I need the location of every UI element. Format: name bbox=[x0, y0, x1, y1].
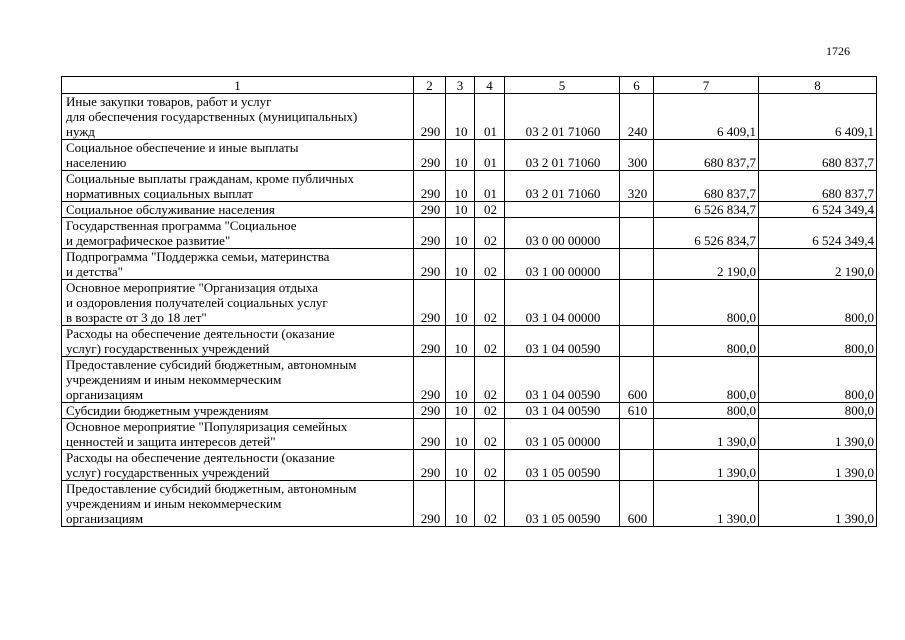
row-name-cell bbox=[62, 249, 414, 280]
subsection-cell: 01 bbox=[475, 171, 505, 202]
subsection-cell: 02 bbox=[475, 326, 505, 357]
table-row bbox=[62, 171, 877, 202]
row-name-line: учреждениям и иным некоммерческим bbox=[66, 372, 282, 387]
row-name-line: организациям bbox=[66, 387, 144, 402]
row-name-line: Субсидии бюджетным учреждениям bbox=[66, 403, 269, 418]
target-article-cell: 03 1 04 00000 bbox=[505, 280, 620, 326]
row-name-line: учреждениям и иным некоммерческим bbox=[66, 496, 282, 511]
amount-year2-cell: 1 390,0 bbox=[759, 450, 877, 481]
table-row bbox=[62, 249, 877, 280]
amount-year2-cell: 800,0 bbox=[759, 280, 877, 326]
row-name-cell bbox=[62, 171, 414, 202]
expense-type-cell bbox=[620, 450, 654, 481]
admin-code-cell: 290 bbox=[414, 218, 446, 249]
header-col-4: 4 bbox=[475, 77, 505, 94]
target-article-cell: 03 1 05 00590 bbox=[505, 481, 620, 527]
header-col-5: 5 bbox=[505, 77, 620, 94]
header-col-8: 8 bbox=[759, 77, 877, 94]
amount-year1-cell: 6 526 834,7 bbox=[654, 202, 759, 218]
section-cell: 10 bbox=[446, 202, 475, 218]
admin-code-cell: 290 bbox=[414, 403, 446, 419]
target-article-cell: 03 2 01 71060 bbox=[505, 140, 620, 171]
row-name-line: услуг) государственных учреждений bbox=[66, 465, 270, 480]
admin-code-cell: 290 bbox=[414, 171, 446, 202]
row-name-line: нужд bbox=[66, 124, 95, 139]
admin-code-cell: 290 bbox=[414, 357, 446, 403]
row-name-line: организациям bbox=[66, 511, 144, 526]
section-cell: 10 bbox=[446, 326, 475, 357]
expense-type-cell: 240 bbox=[620, 94, 654, 140]
row-name-cell bbox=[62, 403, 414, 419]
row-name-line: Основное мероприятие "Организация отдыха bbox=[66, 280, 318, 295]
expense-type-cell: 300 bbox=[620, 140, 654, 171]
amount-year2-cell: 680 837,7 bbox=[759, 171, 877, 202]
table-row bbox=[62, 218, 877, 249]
amount-year2-cell: 2 190,0 bbox=[759, 249, 877, 280]
row-name-line: в возрасте от 3 до 18 лет" bbox=[66, 310, 207, 325]
amount-year1-cell: 1 390,0 bbox=[654, 450, 759, 481]
expense-type-cell bbox=[620, 280, 654, 326]
table-row bbox=[62, 403, 877, 419]
amount-year2-cell: 800,0 bbox=[759, 326, 877, 357]
target-article-cell bbox=[505, 202, 620, 218]
expense-type-cell: 600 bbox=[620, 481, 654, 527]
row-name-cell bbox=[62, 357, 414, 403]
target-article-cell: 03 1 04 00590 bbox=[505, 403, 620, 419]
row-name-line: Государственная программа "Социальное bbox=[66, 218, 297, 233]
subsection-cell: 02 bbox=[475, 249, 505, 280]
subsection-cell: 02 bbox=[475, 280, 505, 326]
row-name-line: для обеспечения государственных (муниципальных) bbox=[66, 109, 358, 124]
admin-code-cell: 290 bbox=[414, 419, 446, 450]
admin-code-cell: 290 bbox=[414, 94, 446, 140]
header-col-7: 7 bbox=[654, 77, 759, 94]
amount-year1-cell: 800,0 bbox=[654, 403, 759, 419]
header-row bbox=[62, 77, 877, 94]
amount-year2-cell: 6 524 349,4 bbox=[759, 218, 877, 249]
row-name-cell bbox=[62, 202, 414, 218]
table-row bbox=[62, 450, 877, 481]
row-name-line: нормативных социальных выплат bbox=[66, 186, 253, 201]
row-name-line: Социальное обеспечение и иные выплаты bbox=[66, 140, 299, 155]
expense-type-cell: 610 bbox=[620, 403, 654, 419]
row-name-line: Социальные выплаты гражданам, кроме публичных bbox=[66, 171, 354, 186]
table-row bbox=[62, 357, 877, 403]
row-name-cell bbox=[62, 140, 414, 171]
expense-type-cell bbox=[620, 202, 654, 218]
amount-year1-cell: 1 390,0 bbox=[654, 481, 759, 527]
row-name-cell bbox=[62, 450, 414, 481]
table-row bbox=[62, 419, 877, 450]
amount-year1-cell: 680 837,7 bbox=[654, 171, 759, 202]
table-row bbox=[62, 280, 877, 326]
section-cell: 10 bbox=[446, 357, 475, 403]
target-article-cell: 03 2 01 71060 bbox=[505, 171, 620, 202]
row-name-line: Предоставление субсидий бюджетным, автономным bbox=[66, 357, 357, 372]
section-cell: 10 bbox=[446, 280, 475, 326]
target-article-cell: 03 1 04 00590 bbox=[505, 326, 620, 357]
row-name-line: Расходы на обеспечение деятельности (оказание bbox=[66, 326, 335, 341]
section-cell: 10 bbox=[446, 94, 475, 140]
amount-year2-cell: 1 390,0 bbox=[759, 419, 877, 450]
subsection-cell: 02 bbox=[475, 481, 505, 527]
admin-code-cell: 290 bbox=[414, 326, 446, 357]
section-cell: 10 bbox=[446, 481, 475, 527]
table-row bbox=[62, 326, 877, 357]
row-name-line: Расходы на обеспечение деятельности (оказание bbox=[66, 450, 335, 465]
row-name-line: ценностей и защита интересов детей" bbox=[66, 434, 276, 449]
amount-year2-cell: 1 390,0 bbox=[759, 481, 877, 527]
amount-year2-cell: 6 524 349,4 bbox=[759, 202, 877, 218]
page-number: 1726 bbox=[826, 44, 850, 58]
subsection-cell: 02 bbox=[475, 202, 505, 218]
row-name-line: и демографическое развитие" bbox=[66, 233, 231, 248]
amount-year1-cell: 800,0 bbox=[654, 280, 759, 326]
row-name-line: услуг) государственных учреждений bbox=[66, 341, 270, 356]
row-name-line: Иные закупки товаров, работ и услуг bbox=[66, 94, 272, 109]
row-name-line: Предоставление субсидий бюджетным, автономным bbox=[66, 481, 357, 496]
expense-type-cell: 600 bbox=[620, 357, 654, 403]
subsection-cell: 02 bbox=[475, 450, 505, 481]
header-col-2: 2 bbox=[414, 77, 446, 94]
subsection-cell: 01 bbox=[475, 94, 505, 140]
row-name-cell bbox=[62, 280, 414, 326]
row-name-line: населению bbox=[66, 155, 127, 170]
amount-year2-cell: 680 837,7 bbox=[759, 140, 877, 171]
row-name-cell bbox=[62, 326, 414, 357]
table-row bbox=[62, 202, 877, 218]
table-row bbox=[62, 481, 877, 527]
row-name-cell bbox=[62, 419, 414, 450]
table-row bbox=[62, 140, 877, 171]
subsection-cell: 01 bbox=[475, 140, 505, 171]
expense-type-cell bbox=[620, 218, 654, 249]
header-col-1: 1 bbox=[62, 77, 414, 94]
section-cell: 10 bbox=[446, 171, 475, 202]
row-name-line: Основное мероприятие "Популяризация семейных bbox=[66, 419, 348, 434]
amount-year2-cell: 800,0 bbox=[759, 403, 877, 419]
row-name-cell bbox=[62, 481, 414, 527]
amount-year1-cell: 6 409,1 bbox=[654, 94, 759, 140]
admin-code-cell: 290 bbox=[414, 249, 446, 280]
amount-year1-cell: 800,0 bbox=[654, 357, 759, 403]
amount-year1-cell: 2 190,0 bbox=[654, 249, 759, 280]
amount-year1-cell: 1 390,0 bbox=[654, 419, 759, 450]
target-article-cell: 03 2 01 71060 bbox=[505, 94, 620, 140]
target-article-cell: 03 1 00 00000 bbox=[505, 249, 620, 280]
admin-code-cell: 290 bbox=[414, 202, 446, 218]
target-article-cell: 03 1 04 00590 bbox=[505, 357, 620, 403]
amount-year2-cell: 6 409,1 bbox=[759, 94, 877, 140]
target-article-cell: 03 0 00 00000 bbox=[505, 218, 620, 249]
row-name-line: и детства" bbox=[66, 264, 123, 279]
admin-code-cell: 290 bbox=[414, 450, 446, 481]
section-cell: 10 bbox=[446, 249, 475, 280]
amount-year1-cell: 800,0 bbox=[654, 326, 759, 357]
subsection-cell: 02 bbox=[475, 357, 505, 403]
row-name-line: Социальное обслуживание населения bbox=[66, 202, 275, 217]
expense-type-cell: 320 bbox=[620, 171, 654, 202]
expense-type-cell bbox=[620, 419, 654, 450]
admin-code-cell: 290 bbox=[414, 140, 446, 171]
section-cell: 10 bbox=[446, 218, 475, 249]
expense-type-cell bbox=[620, 249, 654, 280]
target-article-cell: 03 1 05 00590 bbox=[505, 450, 620, 481]
amount-year1-cell: 680 837,7 bbox=[654, 140, 759, 171]
admin-code-cell: 290 bbox=[414, 481, 446, 527]
target-article-cell: 03 1 05 00000 bbox=[505, 419, 620, 450]
expense-type-cell bbox=[620, 326, 654, 357]
header-col-3: 3 bbox=[446, 77, 475, 94]
section-cell: 10 bbox=[446, 403, 475, 419]
row-name-line: Подпрограмма "Поддержка семьи, материнства bbox=[66, 249, 330, 264]
row-name-cell bbox=[62, 94, 414, 140]
row-name-line: и оздоровления получателей социальных услуг bbox=[66, 295, 328, 310]
admin-code-cell: 290 bbox=[414, 280, 446, 326]
amount-year1-cell: 6 526 834,7 bbox=[654, 218, 759, 249]
table-row bbox=[62, 94, 877, 140]
subsection-cell: 02 bbox=[475, 218, 505, 249]
header-col-6: 6 bbox=[620, 77, 654, 94]
section-cell: 10 bbox=[446, 140, 475, 171]
budget-table bbox=[61, 76, 877, 527]
section-cell: 10 bbox=[446, 419, 475, 450]
amount-year2-cell: 800,0 bbox=[759, 357, 877, 403]
row-name-cell bbox=[62, 218, 414, 249]
section-cell: 10 bbox=[446, 450, 475, 481]
subsection-cell: 02 bbox=[475, 403, 505, 419]
subsection-cell: 02 bbox=[475, 419, 505, 450]
